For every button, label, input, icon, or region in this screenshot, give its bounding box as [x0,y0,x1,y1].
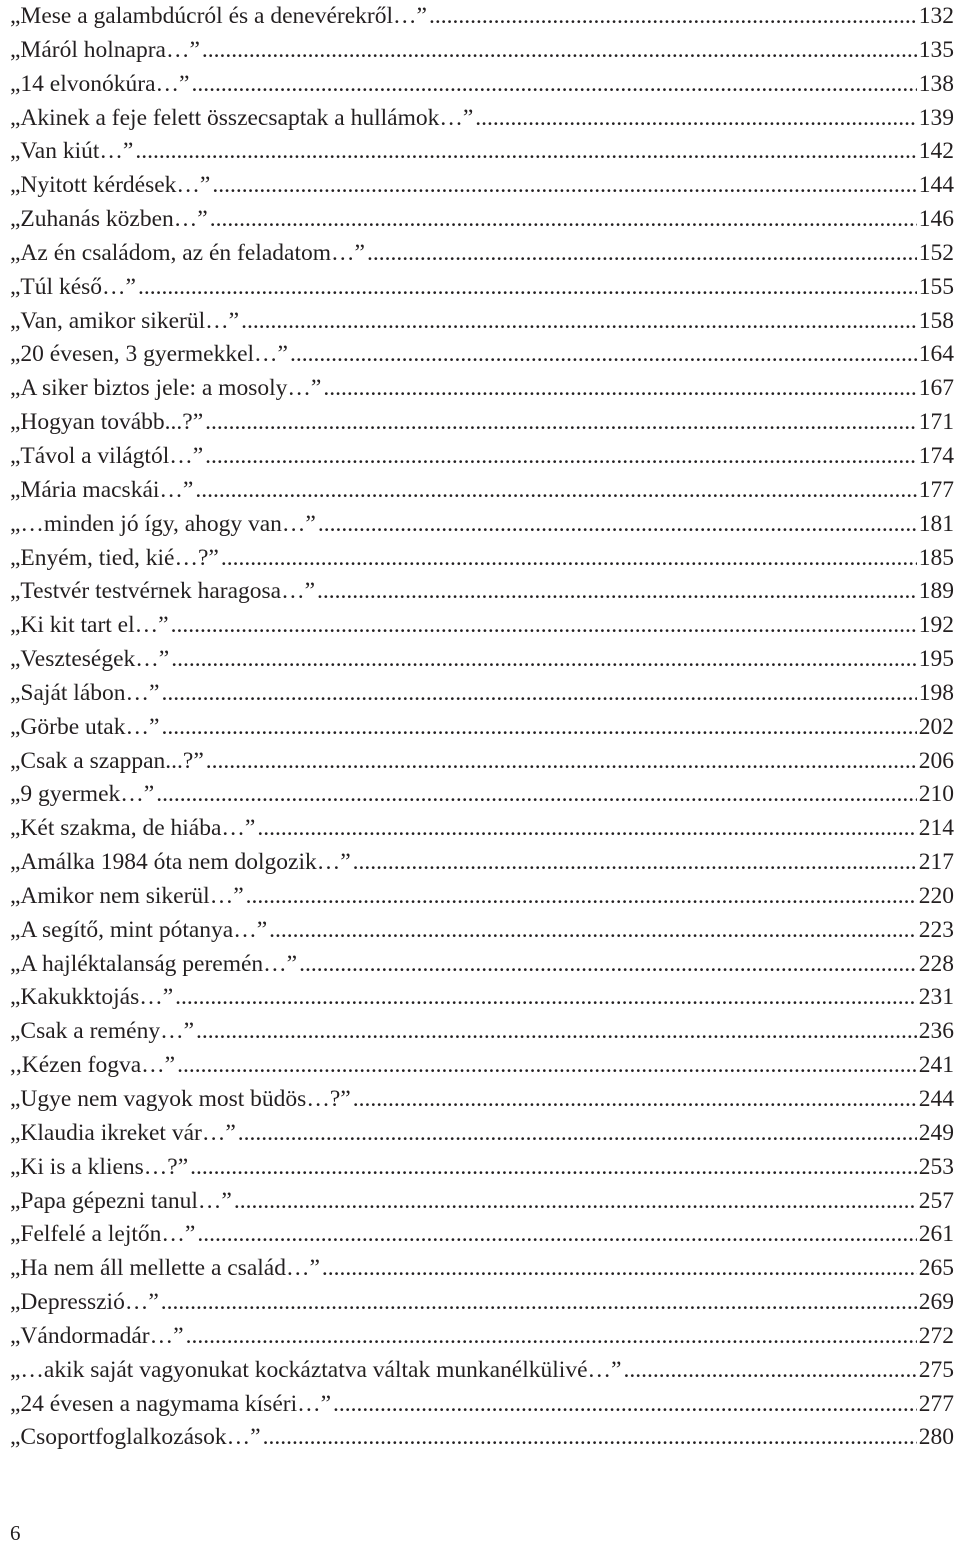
toc-entry [10,778,954,812]
toc-entry [10,305,954,339]
toc-entry-page: 220 [918,882,954,909]
dot-leader [290,338,917,372]
toc-entry [10,1185,954,1219]
toc-entry-page: 231 [918,984,954,1011]
dot-leader [269,914,917,948]
table-of-contents [10,0,954,1455]
toc-entry-title: „Túl késő…” [10,273,136,300]
dot-leader [202,34,917,68]
toc-entry-title: „A segítő, mint pótanya…” [10,916,268,943]
toc-entry-page: 138 [918,70,954,97]
toc-entry-title: „Akinek a feje felett összecsaptak a hullámok…” [10,104,474,131]
toc-entry-title: „Felfelé a lejtőn…” [10,1221,196,1248]
toc-entry [10,271,954,305]
toc-entry-page: 272 [918,1322,954,1349]
toc-entry-page: 139 [918,104,954,131]
toc-entry-page: 217 [918,849,954,876]
toc-entry-title: „Csak a szappan...?” [10,747,204,774]
toc-entry-page: 185 [918,544,954,571]
toc-entry [10,914,954,948]
toc-entry-title: „Csak a remény…” [10,1018,195,1045]
toc-entry [10,1049,954,1083]
toc-entry-title: „Amálka 1984 óta nem dolgozik…” [10,849,351,876]
toc-entry-title: „Ha nem áll mellette a család…” [10,1255,320,1282]
toc-entry [10,609,954,643]
toc-entry [10,372,954,406]
toc-entry-page: 181 [918,510,954,537]
toc-entry [10,1151,954,1185]
toc-entry [10,102,954,136]
toc-entry [10,711,954,745]
dot-leader [221,542,917,576]
toc-entry-page: 202 [918,713,954,740]
toc-entry-title: „Mária macskái…” [10,476,194,503]
dot-leader [212,169,916,203]
toc-entry [10,575,954,609]
toc-entry-title: „A hajléktalanság peremén…” [10,950,298,977]
toc-entry-title: „Papa gépezni tanul…” [10,1187,232,1214]
dot-leader [135,135,916,169]
dot-leader [195,474,916,508]
dot-leader [205,440,917,474]
toc-entry-title: „Görbe utak…” [10,713,160,740]
toc-entry [10,1083,954,1117]
dot-leader [317,575,917,609]
toc-entry [10,1252,954,1286]
dot-leader [210,203,917,237]
toc-entry-page: 241 [918,1052,954,1079]
dot-leader [171,609,917,643]
toc-entry-title: „9 gyermek…” [10,781,155,808]
toc-entry-title: „Veszteségek…” [10,646,170,673]
dot-leader [156,778,917,812]
toc-entry [10,948,954,982]
toc-entry-page: 265 [918,1255,954,1282]
toc-entry-title: „Enyém, tied, kié…?” [10,544,219,571]
dot-leader [197,1218,916,1252]
toc-entry-title: „Zuhanás közben…” [10,206,208,233]
toc-entry [10,68,954,102]
toc-entry-title: „Testvér testvérnek haragosa…” [10,578,316,605]
toc-entry-page: 223 [918,916,954,943]
toc-entry-page: 189 [918,578,954,605]
toc-entry-title: „Kakukktojás…” [10,984,174,1011]
dot-leader [318,508,917,542]
dot-leader [429,0,917,34]
toc-entry-page: 280 [918,1424,954,1451]
toc-entry [10,1388,954,1422]
dot-leader [241,305,917,339]
toc-entry-title: „Ki is a kliens…?” [10,1153,189,1180]
dot-leader [367,237,917,271]
toc-entry-page: 277 [918,1390,954,1417]
toc-entry [10,440,954,474]
dot-leader [234,1185,917,1219]
toc-entry-page: 142 [918,138,954,165]
toc-entry-title: „Mese a galambdúcról és a denevérekről…” [10,3,427,29]
toc-entry [10,0,954,34]
toc-entry [10,846,954,880]
toc-entry [10,237,954,271]
toc-entry-title: ,,Kézen fogva…” [10,1052,176,1079]
toc-entry [10,677,954,711]
toc-entry-page: 158 [918,307,954,334]
toc-entry [10,880,954,914]
dot-leader [186,1320,917,1354]
toc-entry-page: 210 [918,781,954,808]
dot-leader [171,643,917,677]
toc-entry [10,1286,954,1320]
toc-entry-page: 198 [918,679,954,706]
toc-entry [10,338,954,372]
page-number: 6 [10,1521,21,1545]
toc-entry-title: „…akik saját vagyonukat kockáztatva váltak munkanélkülivé…” [10,1356,622,1383]
dot-leader [475,102,916,136]
dot-leader [205,406,917,440]
toc-entry [10,169,954,203]
dot-leader [191,68,916,102]
toc-entry-page: 152 [918,239,954,266]
dot-leader [263,1421,917,1455]
toc-entry [10,508,954,542]
toc-entry-page: 253 [918,1153,954,1180]
toc-entry-title: „24 évesen a nagymama kíséri…” [10,1390,332,1417]
toc-entry [10,1015,954,1049]
dot-leader [246,880,917,914]
toc-entry-title: „Klaudia ikreket vár…” [10,1119,236,1146]
toc-entry-page: 167 [918,375,954,402]
dot-leader [299,948,917,982]
toc-entry-title: „20 évesen, 3 gyermekkel…” [10,341,288,368]
toc-entry-page: 261 [918,1221,954,1248]
dot-leader [206,745,917,779]
toc-entry-title: „Vándormadár…” [10,1322,184,1349]
dot-leader [322,1252,917,1286]
toc-entry-page: 275 [918,1356,954,1383]
toc-entry-page: 135 [918,36,954,63]
toc-entry [10,406,954,440]
dot-leader [161,677,916,711]
toc-entry-page: 171 [918,409,954,436]
dot-leader [161,711,916,745]
toc-entry-page: 155 [918,273,954,300]
toc-entry-page: 214 [918,815,954,842]
toc-entry [10,1320,954,1354]
toc-entry-page: 144 [918,172,954,199]
toc-entry [10,34,954,68]
toc-entry-title: „Van, amikor sikerül…” [10,307,240,334]
toc-entry [10,474,954,508]
toc-entry-page: 257 [918,1187,954,1214]
dot-leader [138,271,917,305]
dot-leader [353,1083,917,1117]
toc-entry-page: 174 [918,442,954,469]
toc-entry [10,135,954,169]
toc-entry-page: 244 [918,1086,954,1112]
dot-leader [196,1015,917,1049]
toc-entry-title: „Máról holnapra…” [10,36,200,63]
toc-entry-title: „Hogyan tovább...?” [10,409,204,436]
toc-entry [10,1354,954,1388]
toc-entry [10,981,954,1015]
toc-entry-page: 146 [918,206,954,233]
toc-entry-title: „Van kiút…” [10,138,134,165]
toc-entry-title: „Depresszió…” [10,1289,159,1316]
toc-entry [10,203,954,237]
toc-entry-title: „Az én családom, az én feladatom…” [10,239,365,266]
dot-leader [238,1117,917,1151]
dot-leader [161,1286,917,1320]
toc-entry-page: 177 [918,476,954,503]
dot-leader [323,372,916,406]
toc-entry-page: 236 [918,1018,954,1045]
toc-entry-title: „Távol a világtól…” [10,442,204,469]
toc-entry-title: „Saját lábon…” [10,679,160,706]
toc-entry-title: „Nyitott kérdések…” [10,172,211,199]
toc-entry-title: „…minden jó így, ahogy van…” [10,510,316,537]
toc-entry-title: „Két szakma, de hiába…” [10,815,256,842]
toc-entry [10,1117,954,1151]
dot-leader [623,1354,916,1388]
toc-entry-title: „Csoportfoglalkozások…” [10,1424,261,1451]
toc-entry-title: „14 elvonókúra…” [10,70,190,97]
toc-entry-title: „Ugye nem vagyok most büdös…?” [10,1086,351,1112]
toc-entry [10,542,954,576]
toc-entry [10,1421,954,1455]
toc-entry-page: 192 [918,612,954,639]
toc-entry-page: 228 [918,950,954,977]
toc-entry-title: „Ki kit tart el…” [10,612,169,639]
dot-leader [353,846,917,880]
toc-entry [10,643,954,677]
dot-leader [333,1388,917,1422]
toc-entry-page: 249 [918,1119,954,1146]
toc-entry [10,745,954,779]
toc-entry-page: 132 [918,3,954,29]
dot-leader [257,812,916,846]
toc-entry [10,1218,954,1252]
toc-entry-page: 269 [918,1289,954,1316]
toc-entry-title: „Amikor nem sikerül…” [10,882,244,909]
toc-entry-page: 164 [918,341,954,368]
dot-leader [177,1049,917,1083]
dot-leader [190,1151,917,1185]
toc-entry [10,812,954,846]
toc-entry-page: 206 [918,747,954,774]
dot-leader [175,981,917,1015]
toc-entry-page: 195 [918,646,954,673]
toc-entry-title: „A siker biztos jele: a mosoly…” [10,375,322,402]
